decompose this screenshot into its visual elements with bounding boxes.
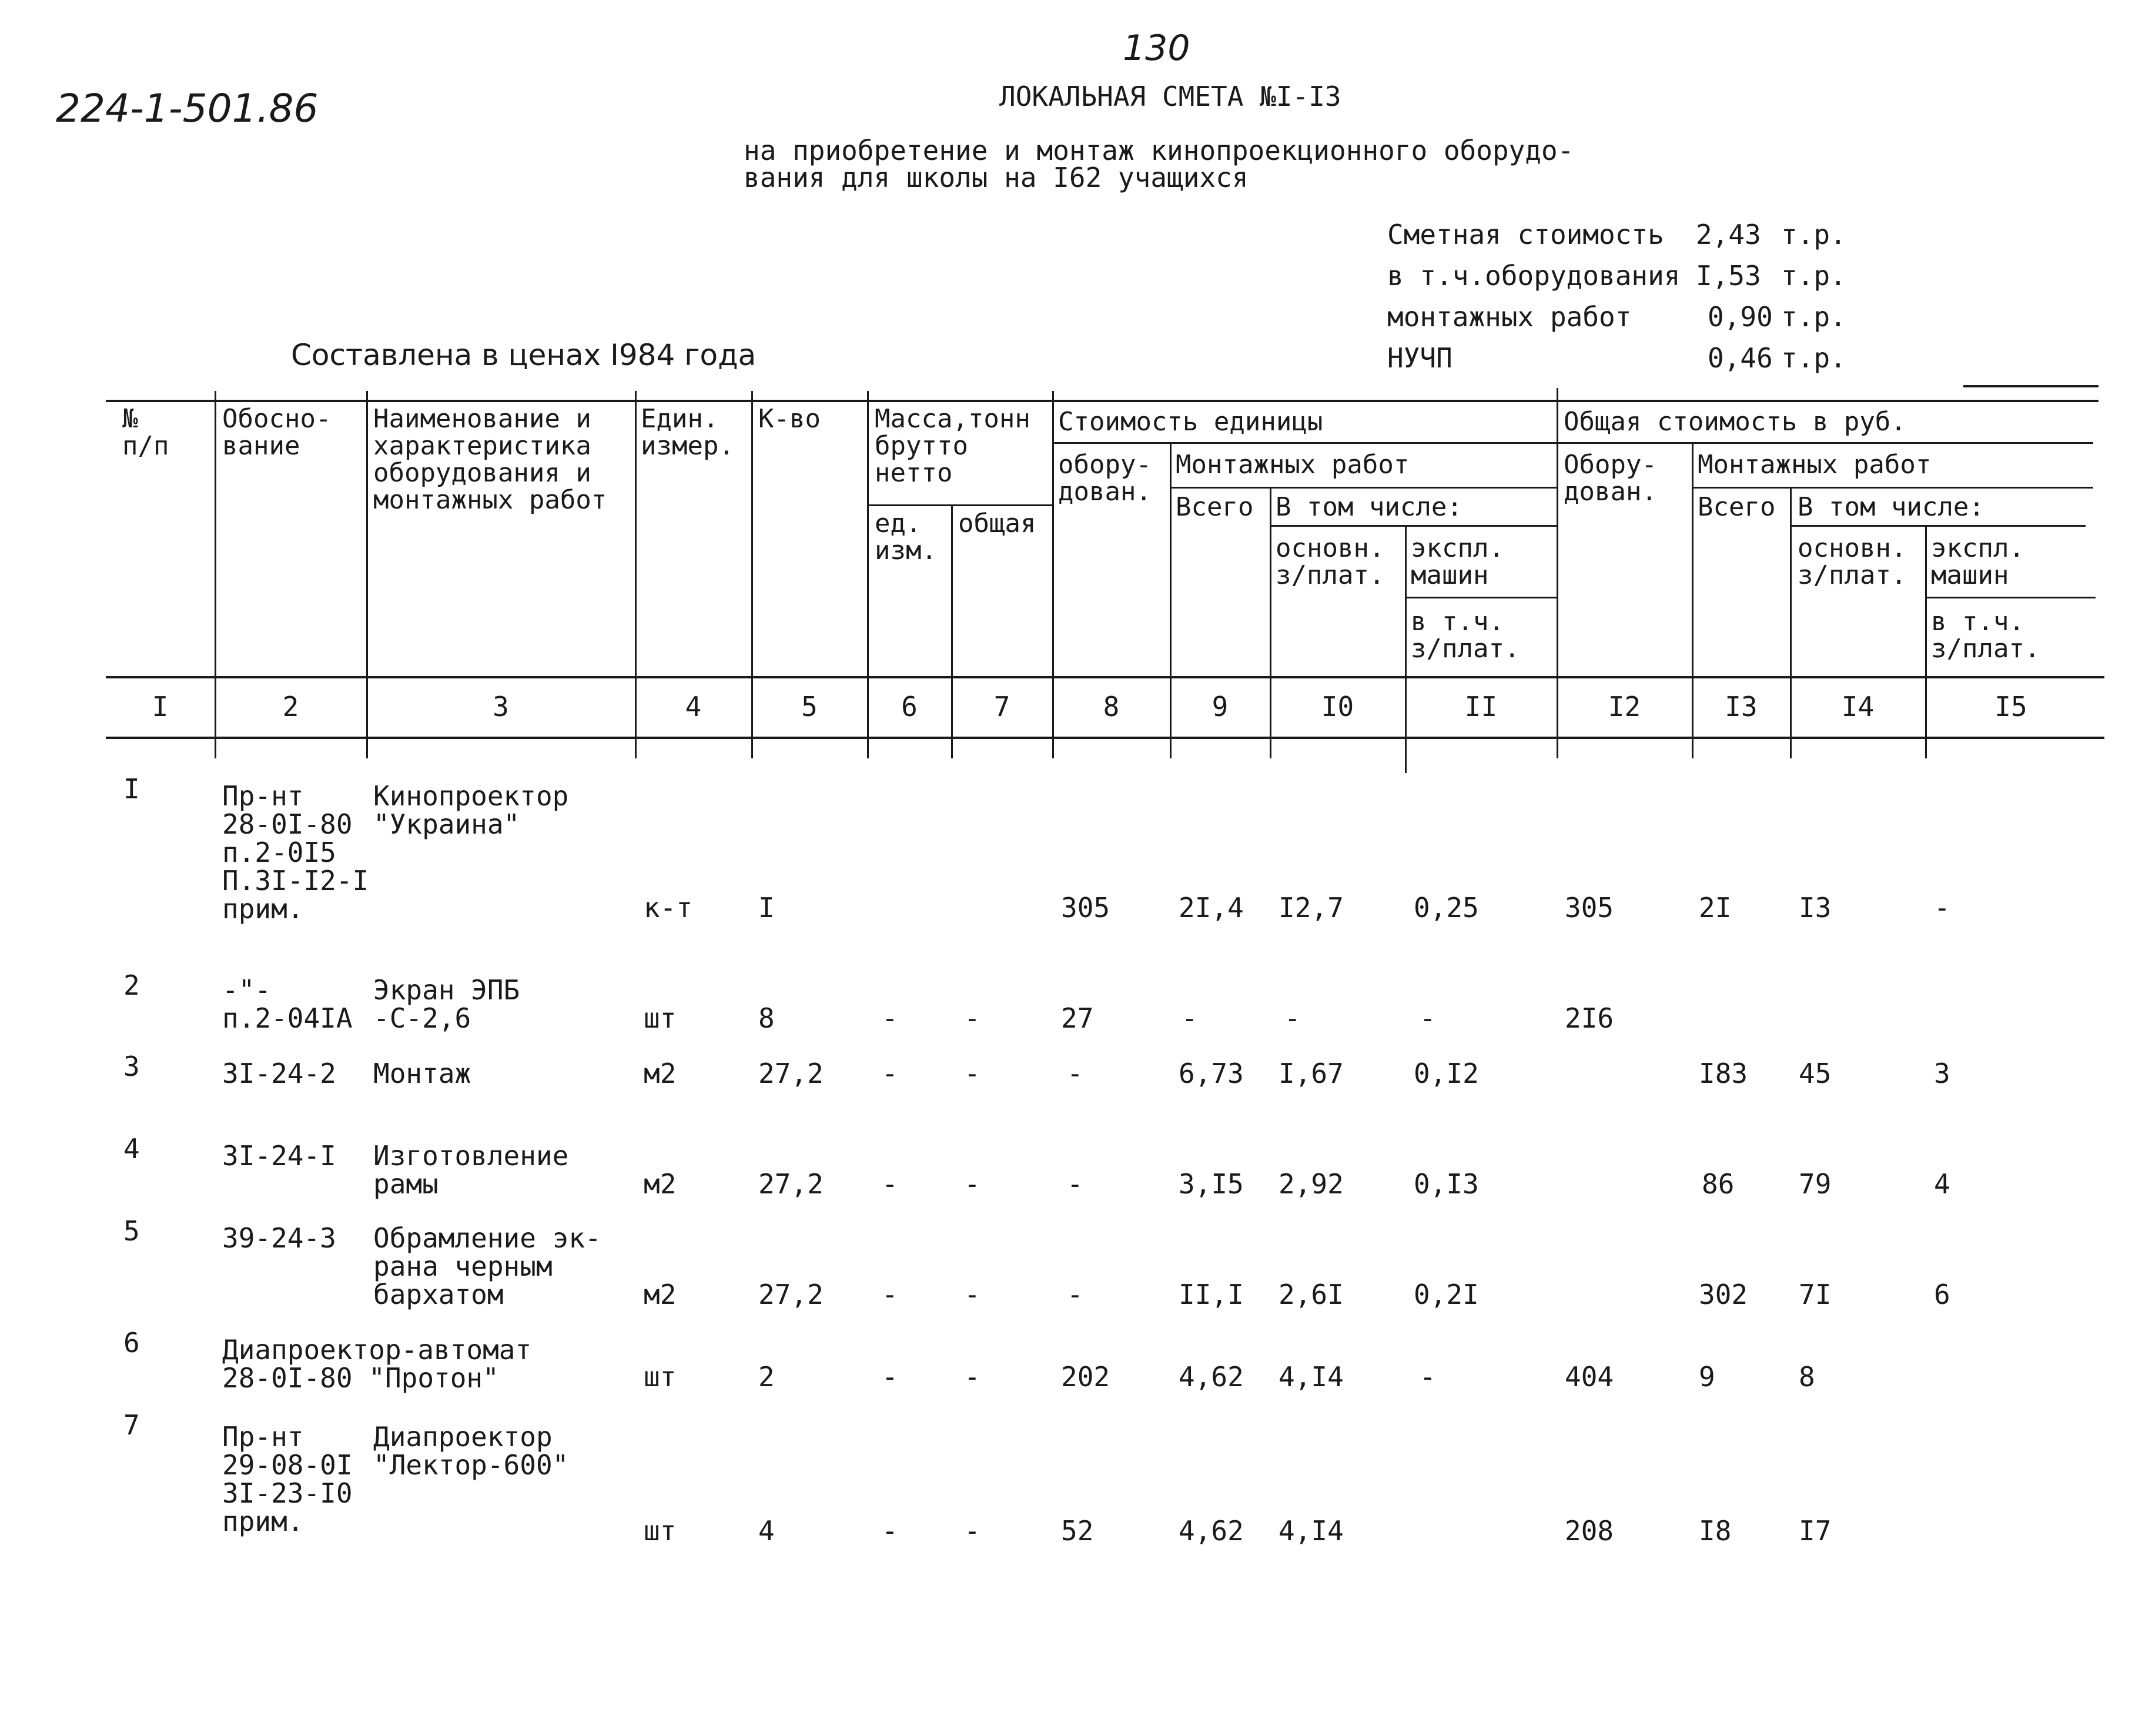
col-number: I3 xyxy=(1725,691,1758,723)
row-install-total: II,I xyxy=(1179,1279,1244,1310)
row-qty: 4 xyxy=(758,1515,775,1547)
page-number: 130 xyxy=(1123,28,1190,69)
row-mass-unit: - xyxy=(882,1361,898,1393)
row-basis: 3I-24-I xyxy=(222,1140,336,1172)
header-unit: Един. измер. xyxy=(641,404,734,461)
row-base-wage: I2,7 xyxy=(1279,892,1344,924)
header-basis: Обосно- вание xyxy=(222,404,332,461)
row-install-total: - xyxy=(1182,1002,1198,1034)
row-basis: Пр-нт 28-0I-80 п.2-0I5 П.3I-I2-I прим. xyxy=(222,780,369,925)
header-overall-cost: Общая стоимость в руб. xyxy=(1564,407,1906,437)
row-mass-unit: - xyxy=(882,1279,898,1310)
row-mass-unit: - xyxy=(882,1168,898,1200)
row-wage-sum: 45 xyxy=(1799,1058,1832,1089)
header-total: Всего xyxy=(1176,492,1254,522)
row-unit: м2 xyxy=(644,1279,677,1310)
prices-note: Составлена в ценах I984 года xyxy=(291,338,757,372)
row-qty: 27,2 xyxy=(758,1058,824,1089)
row-name: Кинопроектор "Украина" xyxy=(373,780,569,840)
col-number: 5 xyxy=(801,691,818,723)
row-wage-sum: 79 xyxy=(1799,1168,1832,1200)
row-machines: 0,I3 xyxy=(1414,1168,1479,1200)
row-mass-unit: - xyxy=(882,1002,898,1034)
row-mass-unit: - xyxy=(882,1515,898,1547)
row-mass-total: - xyxy=(964,1168,980,1200)
row-base-wage: 4,I4 xyxy=(1279,1515,1344,1547)
row-machines-wage-sum: - xyxy=(1934,892,1950,924)
row-mass-total: - xyxy=(964,1279,980,1310)
summary-value-4: 0,46 xyxy=(1708,342,1773,374)
row-install-total: 6,73 xyxy=(1179,1058,1244,1089)
header-install2: Монтажных работ xyxy=(1698,450,1932,480)
row-unit: м2 xyxy=(644,1058,677,1089)
row-mass-total: - xyxy=(964,1002,980,1034)
header-machines2: экспл. машин xyxy=(1931,533,2024,590)
row-name: Изготовление рамы xyxy=(373,1140,569,1200)
col-number: 4 xyxy=(685,691,702,723)
row-machines: - xyxy=(1420,1361,1436,1393)
row-qty: 27,2 xyxy=(758,1168,824,1200)
row-num: 7 xyxy=(123,1409,140,1441)
row-wage-sum: I7 xyxy=(1799,1515,1832,1547)
col-number: 8 xyxy=(1103,691,1120,723)
row-mass-total: - xyxy=(964,1515,980,1547)
header-machines-wage: в т.ч. з/плат. xyxy=(1411,607,1520,664)
header-qty: К-во xyxy=(758,404,821,434)
header-mass-total: общая xyxy=(958,509,1036,538)
header-mass-unit: ед. изм. xyxy=(875,509,937,566)
col-number: I2 xyxy=(1608,691,1641,723)
row-equip-cost: - xyxy=(1067,1279,1083,1310)
row-qty: 27,2 xyxy=(758,1279,824,1310)
row-machines-wage-sum: 6 xyxy=(1934,1279,1950,1310)
row-num: 5 xyxy=(123,1215,140,1247)
header-total2: Всего xyxy=(1698,492,1776,522)
row-qty: 2 xyxy=(758,1361,775,1393)
row-install-sum: I8 xyxy=(1699,1515,1732,1547)
row-mass-unit: - xyxy=(882,1058,898,1089)
row-equip-cost: 305 xyxy=(1061,892,1110,924)
row-base-wage: 4,I4 xyxy=(1279,1361,1344,1393)
row-machines-wage-sum: 4 xyxy=(1934,1168,1950,1200)
header-incl2: В том числе: xyxy=(1798,492,1984,522)
header-num: № п/п xyxy=(122,404,169,461)
row-base-wage: 2,6I xyxy=(1279,1279,1344,1310)
summary-value-1: 2,43 xyxy=(1696,219,1761,250)
document-title: ЛОКАЛЬНАЯ СМЕТА №I-I3 xyxy=(999,81,1341,112)
col-number: I4 xyxy=(1841,691,1875,723)
header-equip: обору- дован. xyxy=(1058,450,1152,507)
summary-unit-3: т.р. xyxy=(1781,301,1846,333)
row-name: Экран ЭПБ -С-2,6 xyxy=(373,974,520,1034)
row-equip-cost: - xyxy=(1067,1058,1083,1089)
header-machines: экспл. машин xyxy=(1411,533,1504,590)
row-machines-wage-sum: 3 xyxy=(1934,1058,1950,1089)
summary-value-3: 0,90 xyxy=(1708,301,1773,333)
row-equip-cost: 52 xyxy=(1061,1515,1094,1547)
row-equip-total: 404 xyxy=(1565,1361,1614,1393)
row-basis: 3I-24-2 xyxy=(222,1058,336,1089)
row-basis: -"- п.2-04IА xyxy=(222,974,353,1034)
row-install-sum: 86 xyxy=(1702,1168,1735,1200)
row-name: Обрамление эк- рана черным бархатом xyxy=(373,1222,601,1310)
header-mass: Масса,тонн брутто нетто xyxy=(875,404,1030,488)
row-install-total: 2I,4 xyxy=(1179,892,1244,924)
col-number: 6 xyxy=(901,691,918,723)
col-number: II xyxy=(1464,691,1498,723)
row-qty: I xyxy=(758,892,775,924)
row-basis: 39-24-3 xyxy=(222,1222,336,1254)
col-number: 7 xyxy=(993,691,1010,723)
row-num: 4 xyxy=(123,1133,140,1165)
summary-unit-1: т.р. xyxy=(1781,219,1846,250)
header-base-wage2: основн. з/плат. xyxy=(1798,533,1907,590)
col-number: 9 xyxy=(1211,691,1229,723)
row-num: 2 xyxy=(123,969,140,1001)
row-name: Диапроектор "Лектор-600" xyxy=(373,1421,569,1481)
row-install-sum: 302 xyxy=(1699,1279,1748,1310)
header-unit-cost: Стоимость единицы xyxy=(1058,407,1323,437)
row-machines: 0,I2 xyxy=(1414,1058,1479,1089)
col-number: I0 xyxy=(1321,691,1354,723)
row-install-sum: I83 xyxy=(1699,1058,1748,1089)
header-incl: В том числе: xyxy=(1276,492,1462,522)
summary-label-2: в т.ч.оборудования xyxy=(1387,260,1681,292)
row-machines: - xyxy=(1420,1002,1436,1034)
row-base-wage: - xyxy=(1284,1002,1301,1034)
summary-value-2: I,53 xyxy=(1696,260,1761,292)
row-num: 6 xyxy=(123,1327,140,1359)
row-unit: к-т xyxy=(644,892,693,924)
header-name: Наименование и характеристика оборудования и монтажных работ xyxy=(373,404,607,515)
col-number: 2 xyxy=(282,691,299,723)
row-install-sum: 2I xyxy=(1699,892,1732,924)
row-unit: м2 xyxy=(644,1168,677,1200)
row-wage-sum: 7I xyxy=(1799,1279,1832,1310)
row-equip-total: 2I6 xyxy=(1565,1002,1614,1034)
header-equip2: Обору- дован. xyxy=(1564,450,1657,507)
col-number: I5 xyxy=(1994,691,2027,723)
row-wage-sum: 8 xyxy=(1799,1361,1815,1393)
row-qty: 8 xyxy=(758,1002,775,1034)
row-basis: Пр-нт 29-08-0I 3I-23-I0 прим. xyxy=(222,1421,353,1537)
document-subtitle-line2: вания для школы на I62 учащихся xyxy=(744,162,1249,193)
row-equip-cost: 202 xyxy=(1061,1361,1110,1393)
document-code: 224-1-501.86 xyxy=(56,86,319,131)
document-subtitle-line1: на приобретение и монтаж кинопроекционного оборудо- xyxy=(744,135,1574,166)
row-equip-total: 208 xyxy=(1565,1515,1614,1547)
row-equip-total: 305 xyxy=(1565,892,1614,924)
row-machines: 0,2I xyxy=(1414,1279,1479,1310)
summary-unit-4: т.р. xyxy=(1781,342,1846,374)
row-equip-cost: - xyxy=(1067,1168,1083,1200)
row-name: Монтаж xyxy=(373,1058,471,1089)
row-unit: шт xyxy=(644,1002,677,1034)
row-num: 3 xyxy=(123,1051,140,1082)
row-base-wage: 2,92 xyxy=(1279,1168,1344,1200)
row-unit: шт xyxy=(644,1361,677,1393)
col-number: 3 xyxy=(493,691,509,723)
header-install: Монтажных работ xyxy=(1176,450,1410,480)
header-machines-wage2: в т.ч. з/плат. xyxy=(1931,607,2040,664)
row-install-total: 4,62 xyxy=(1179,1361,1244,1393)
row-wage-sum: I3 xyxy=(1799,892,1832,924)
summary-label-4: НУЧП xyxy=(1387,342,1452,374)
row-num: I xyxy=(123,773,140,805)
row-install-total: 4,62 xyxy=(1179,1515,1244,1547)
row-mass-total: - xyxy=(964,1361,980,1393)
summary-label-3: монтажных работ xyxy=(1387,301,1632,333)
col-number: I xyxy=(152,691,169,723)
summary-label-1: Сметная стоимость xyxy=(1387,219,1664,250)
row-unit: шт xyxy=(644,1515,677,1547)
row-base-wage: I,67 xyxy=(1279,1058,1344,1089)
summary-unit-2: т.р. xyxy=(1781,260,1846,292)
header-base-wage: основн. з/плат. xyxy=(1276,533,1385,590)
row-install-sum: 9 xyxy=(1699,1361,1715,1393)
row-basis: Диапроектор-автомат 28-0I-80 "Протон" xyxy=(222,1334,532,1394)
row-mass-total: - xyxy=(964,1058,980,1089)
row-machines: 0,25 xyxy=(1414,892,1479,924)
row-equip-cost: 27 xyxy=(1061,1002,1094,1034)
row-install-total: 3,I5 xyxy=(1179,1168,1244,1200)
